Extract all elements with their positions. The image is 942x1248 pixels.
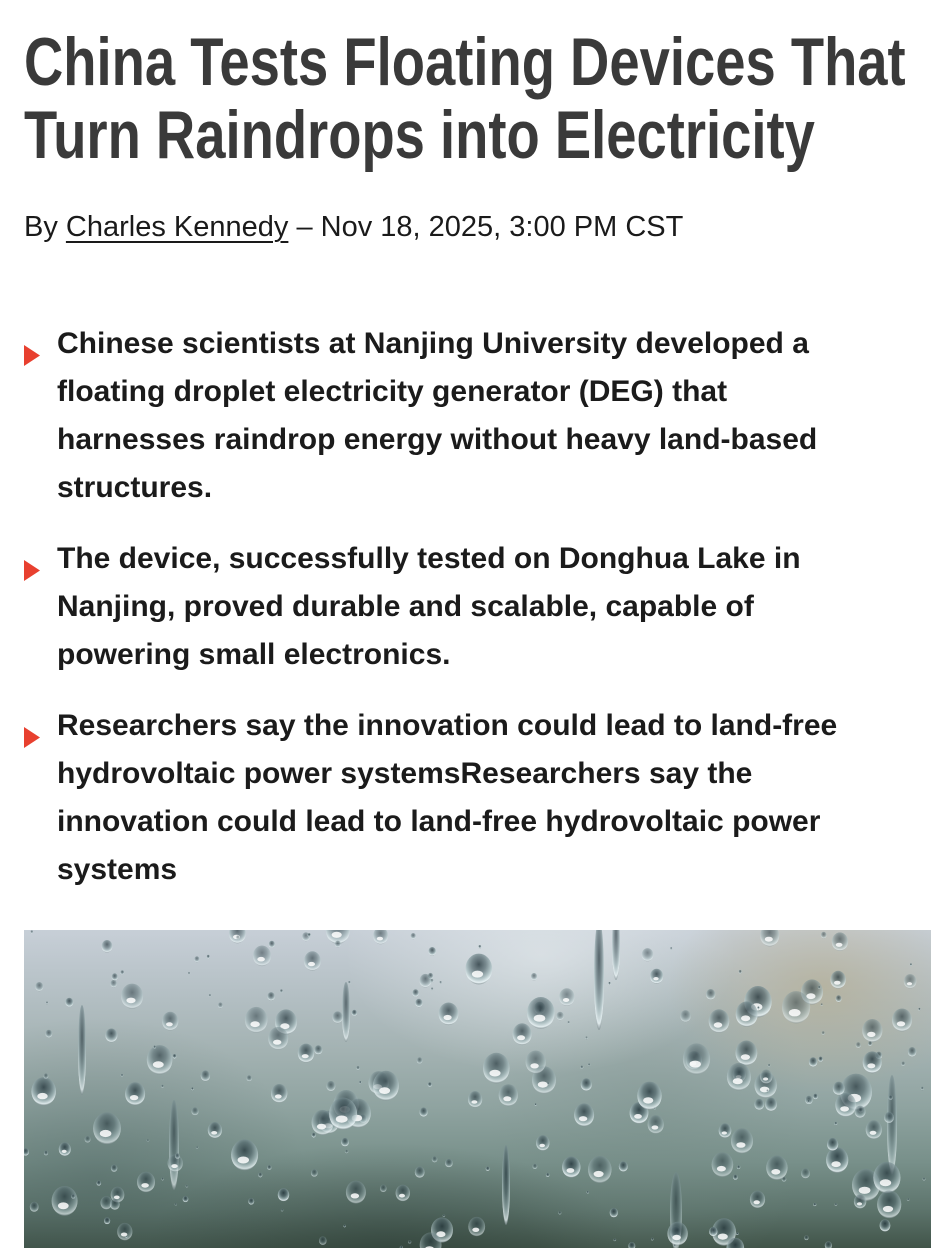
key-point-item: [24, 320, 877, 512]
key-point-item: [24, 702, 877, 894]
key-points-list: [24, 320, 930, 894]
bullet-triangle-icon: [24, 548, 40, 569]
key-point-text: Chinese scientists at Nanjing University developed a floating droplet electricity generator (DEG) that harnesses raindrop energy without heavy land-based structures.: [57, 327, 818, 504]
bullet-triangle-icon: [24, 715, 40, 736]
key-point-item: [24, 535, 877, 679]
article: [24, 26, 930, 1248]
article-image: [24, 930, 931, 1248]
byline-date: – Nov 18, 2025, 3:00 PM CST: [296, 211, 684, 243]
key-point-text: Researchers say the innovation could lead to land-free hydrovoltaic power systemsResearchers say the innovation could lead to land-free hydrovoltaic power systems: [57, 709, 838, 886]
byline-prefix: By: [24, 211, 58, 243]
byline: [24, 209, 930, 245]
raindrops-graphic: [24, 930, 931, 1248]
article-title: China Tests Floating Devices That Turn Raindrops into Electricity: [24, 24, 906, 173]
bullet-triangle-icon: [24, 333, 40, 354]
author-link[interactable]: Charles Kennedy: [65, 211, 289, 243]
key-point-text: The device, successfully tested on Donghua Lake in Nanjing, proved durable and scalable, capable of powering small electronics.: [57, 542, 801, 671]
